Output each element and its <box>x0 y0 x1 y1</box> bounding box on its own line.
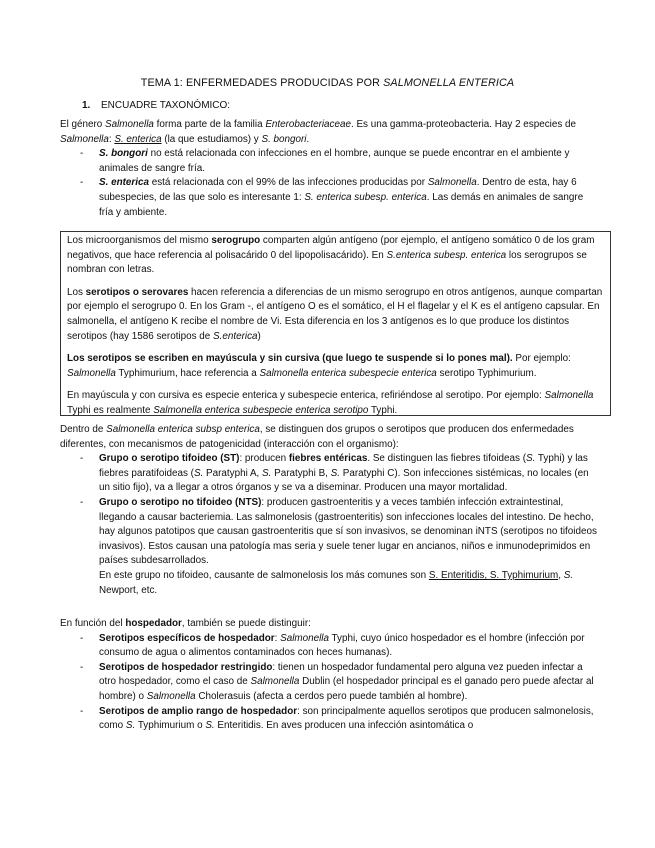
box-genus: Salmonella <box>67 367 116 379</box>
box-species: S.enterica <box>213 330 258 342</box>
species-text: está relacionada con el 99% de las infecciones producidas por <box>148 177 428 189</box>
section-label: ENCUADRE TAXONÓMICO: <box>101 100 231 111</box>
document-title <box>0 76 655 90</box>
intro-species-enterica: S. enterica <box>114 133 162 145</box>
list-item <box>60 705 600 734</box>
box-text: los serogrupos se nombran con letras. <box>67 249 587 276</box>
list-item <box>60 452 600 496</box>
group-abbrev: S. <box>330 467 341 479</box>
box-species: S.enterica subesp. enterica <box>386 249 507 261</box>
host-intro <box>60 617 600 632</box>
host-text: : tienen un hospedador fundamental pero alguna vez pueden infectar a otro hospedador, como el caso de <box>99 661 583 688</box>
box-text: hacen referencia a diferencias de un mismo serogrupo en otros antígenos, aunque compartan por ejemplo el serogrupo 0. En los Gram -, el antígeno O es el somático, el H el flagelar y el K es el antígeno capsular. En salmonella, el antígeno K recibe el nombre de Vi. Esta diferencia en los 3 antígenos es lo que produce los distintos serotipos (hay 1586 serotipos de <box>67 286 603 342</box>
box-paragraph-serogroup <box>67 234 605 278</box>
host-text: En función del <box>60 618 126 629</box>
groups-intro <box>60 423 600 452</box>
group-abbrev: S. <box>193 467 204 479</box>
group-title: Grupo o serotipo tifoideo (ST) <box>99 453 240 465</box>
nts-text: , <box>558 569 564 581</box>
species-list <box>60 147 600 220</box>
group-abbrev: S. <box>526 453 536 465</box>
title-text: TEMA 1: ENFERMEDADES PRODUCIDAS POR <box>140 77 384 89</box>
host-genus: Salmonella <box>280 632 329 644</box>
box-species: Salmonella enterica subespecie enterica serotipo <box>153 404 369 416</box>
box-text: serotipo Typhimurium. <box>436 367 537 379</box>
host-term: hospedador <box>125 618 182 629</box>
group-text: : producen gastroenteritis y a veces también infección extraintestinal, llegando a causar bacteriemia. Las salmonelosis (gastroenteritis) son infecciones locales del intestino. De hecho, hay algunos patotipos que causan gastroenteritis que sí son invasivos, se denominan iNTS (serotipos no tifoideos invasivos). Estos causan una patología mas seria y suele tener lugar en ancianos, niños e inmunodeprimidos en países subdesarrollados. <box>99 496 597 567</box>
host-type: Serotipos de amplio rango de hospedador <box>99 705 298 717</box>
box-text: ) <box>257 330 261 342</box>
group-text: Paratyphi C). Son infecciones sistémicas, no locales (en un sitio fijo), va a llegar a otros órganos y se va a diseminar. Producen una mayor mortalidad. <box>99 467 589 494</box>
box-paragraph-notation <box>67 352 605 381</box>
intro-paragraph <box>60 118 600 147</box>
groups-species: Salmonella enterica subsp enterica <box>106 424 260 435</box>
species-text: . Dentro de esta, hay 6 subespecies, de las que solo es interesante 1: <box>99 177 577 203</box>
box-text: En mayúscula y con cursiva es especie enterica y subespecie enterica, refiriéndose al serotipo. Por ejemplo: <box>67 390 545 402</box>
host-genus: Salmonella <box>250 676 300 688</box>
group-title: Grupo o serotipo no tifoideo (NTS) <box>99 496 262 508</box>
box-term-serotype: serotipos o serovares <box>85 286 189 298</box>
group-term: fiebres entéricas <box>288 453 368 465</box>
list-item <box>60 632 600 661</box>
intro-text: forma parte de la familia <box>153 119 266 130</box>
groups-text: , se distinguen dos grupos o serotipos que producen dos enfermedades diferentes, con mecanismos de patogenicidad (interacción con el organismo): <box>60 424 574 450</box>
section-number: 1. <box>82 100 91 111</box>
list-item <box>60 147 600 176</box>
box-rule: Los serotipos se escriben en mayúscula y sin cursiva (que luego te suspende si lo pones mal). <box>67 353 513 365</box>
host-text: Dublin (el hospedador principal es el ganado pero puede afectar al hombre) o <box>99 676 594 702</box>
list-item <box>60 496 600 569</box>
species-text: no está relacionada con infecciones en el hombre, aunque se puede encontrar en el ambiente y animales de sangre fría. <box>99 148 570 174</box>
host-section <box>60 617 600 734</box>
host-text: Enteritidis. En aves producen una infección asintomática o <box>214 720 474 732</box>
host-type: Serotipos específicos de hospedador <box>99 632 275 644</box>
intro-text: (la que estudiamos) y <box>161 133 262 145</box>
title-italic: SALMONELLA ENTERICA <box>383 77 515 89</box>
box-text: comparten algún antígeno (por ejemplo, el antígeno somático 0 de los gram negativos, que hace referencia al polisacárido 0 del lipopolisacárido). En <box>67 235 595 261</box>
host-text: : son principalmente aquellos serotipos que producen salmonelosis, como <box>99 705 594 732</box>
species-genus: Salmonella <box>427 177 477 189</box>
intro-text: El género <box>60 119 106 130</box>
box-genus: Salmonella <box>544 390 594 402</box>
intro-species-bongori: S. bongori <box>261 133 307 145</box>
intro-genus: Salmonella <box>60 133 109 145</box>
host-text: Typhimurium o <box>135 720 206 732</box>
box-text: Los microorganismos del mismo <box>67 235 212 246</box>
group-text: Typhi) y las fiebres paratifoideas ( <box>99 453 588 479</box>
groups-section <box>60 423 600 598</box>
host-text: , también se puede distinguir: <box>181 618 311 629</box>
box-text: Typhi es realmente <box>67 404 154 416</box>
serogroup-info-box <box>60 231 611 416</box>
host-list <box>60 632 600 734</box>
nts-text: Newport, etc. <box>99 584 158 596</box>
species-name: S. enterica <box>99 177 149 189</box>
nts-serotypes: S. Enteritidis, S. Typhimurium <box>428 569 559 581</box>
list-item <box>60 176 600 220</box>
box-text: Los <box>67 286 86 298</box>
box-term-serogroup: serogrupo <box>211 235 261 246</box>
host-type: Serotipos de hospedador restringido <box>99 661 273 673</box>
box-paragraph-example <box>67 389 605 418</box>
species-text: . Las demás en animales de sangre fría y ambiente. <box>99 191 584 218</box>
group-abbrev: S. <box>262 467 272 479</box>
section-heading-taxonomy <box>82 99 230 113</box>
nts-text: En este grupo no tifoideo, causante de salmonelosis los más comunes son <box>99 569 429 581</box>
nts-examples <box>60 569 600 598</box>
box-text: Typhimurium, hace referencia a <box>115 367 260 379</box>
groups-text: Dentro de <box>60 424 107 435</box>
nts-abbrev: S. <box>563 569 574 581</box>
host-abbrev: S. <box>205 720 215 732</box>
intro-family: Enterobacteriaceae <box>265 119 351 130</box>
host-genus: Salmonella <box>146 690 196 702</box>
host-text: : <box>274 632 281 644</box>
intro-text: . <box>306 133 310 145</box>
host-text: Cholerasuis (afecta a cerdos pero puede también al hombre). <box>195 690 468 702</box>
intro-text: : <box>108 133 115 145</box>
host-text: Typhi, cuyo único hospedador es el hombre (infección por consumo de agua o alimentos contaminados con heces humanas). <box>99 632 585 659</box>
host-abbrev: S. <box>125 720 136 732</box>
species-subspecies: S. enterica subesp. enterica <box>304 191 427 203</box>
intro-genus: Salmonella <box>105 119 154 130</box>
group-text: . Se distinguen las fiebres tifoideas ( <box>367 453 526 465</box>
group-text: : producen <box>239 453 289 465</box>
intro-text: . Es una gamma-proteobacteria. Hay 2 especies de <box>350 119 577 130</box>
box-text: Typhi. <box>368 404 398 416</box>
list-item <box>60 661 600 705</box>
groups-list <box>60 452 600 569</box>
box-text: Por ejemplo: <box>512 353 571 365</box>
box-paragraph-serotype <box>67 286 605 344</box>
group-text: Paratyphi A, <box>203 467 263 479</box>
intro-section <box>60 118 600 220</box>
species-name: S. bongori <box>99 148 148 160</box>
box-species: Salmonella enterica subespecie enterica <box>259 367 437 379</box>
group-text: Paratyphi B, <box>271 467 331 479</box>
